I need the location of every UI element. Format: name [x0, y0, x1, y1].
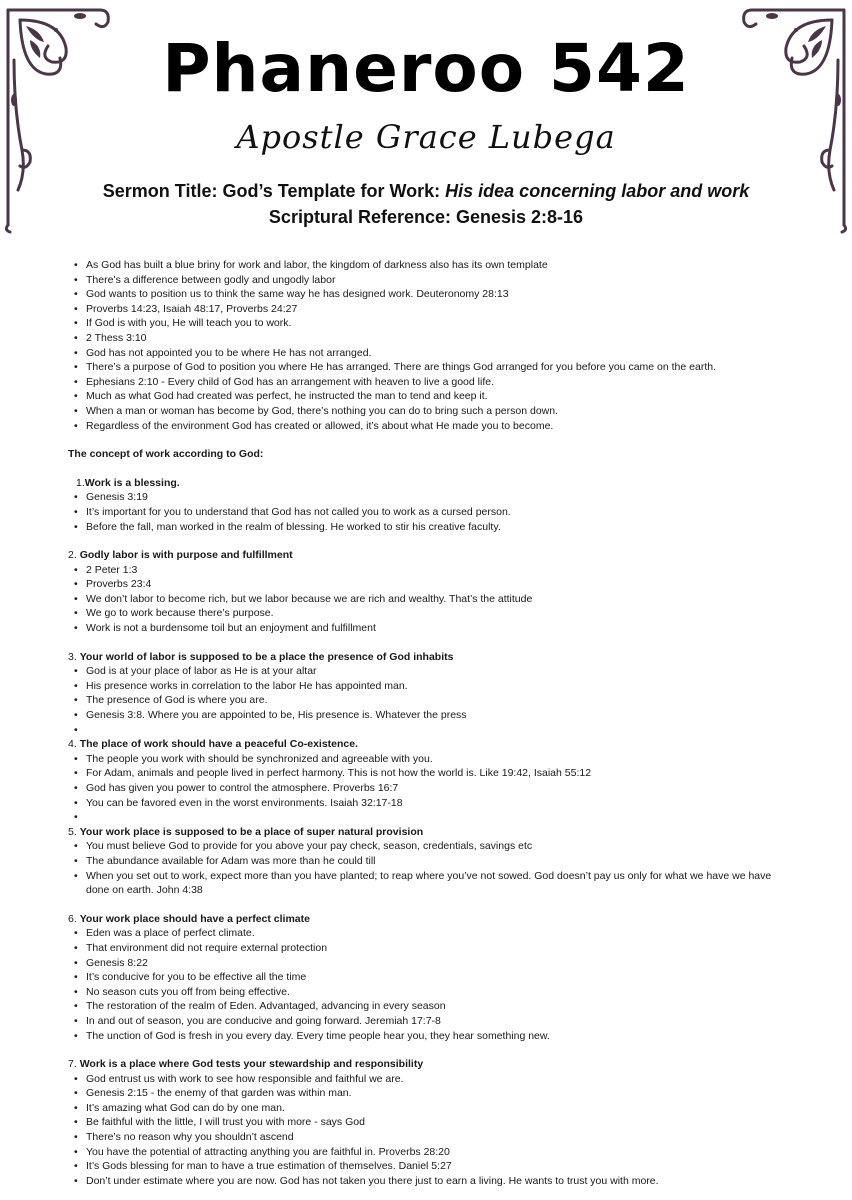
list-item: • We don’t labor to become rich, but we labor because we are rich and wealthy. That’s the attitude: [0, 592, 852, 607]
scripture-reference: Scriptural Reference: Genesis 2:8-16: [268, 207, 584, 227]
section-title: Your work place is supposed to be a place of super natural provision: [79, 825, 424, 838]
concept-heading: The concept of work according to God:: [68, 448, 264, 461]
sermon-title: [0, 181, 852, 202]
list-item: • If God is with you, He will teach you to work.: [0, 316, 852, 331]
section-heading: [0, 1057, 852, 1072]
list-item: • God wants to position us to think the same way he has designed work. Deuteronomy 28:13: [0, 287, 852, 302]
sermon-notes: [0, 258, 852, 1188]
section-title: Godly labor is with purpose and fulfillment: [79, 549, 293, 562]
section-bullet-list: [0, 490, 852, 534]
intro-bullet-list: [0, 258, 852, 433]
list-item: • When a man or woman has become by God, there’s nothing you can do to bring such a person down.: [0, 404, 852, 419]
list-item: • Genesis 3:19: [0, 490, 852, 505]
list-item: • Eden was a place of perfect climate.: [0, 926, 852, 941]
section-number: 1.: [76, 476, 85, 489]
list-item: • We go to work because there’s purpose.: [0, 606, 852, 621]
list-item: • There’s no reason why you shouldn’t ascend: [0, 1130, 852, 1145]
list-item: • 2 Peter 1:3: [0, 563, 852, 578]
list-item: • It’s amazing what God can do by one man.: [0, 1101, 852, 1116]
section-bullet-list: [0, 839, 852, 897]
list-item: • Much as what God had created was perfect, he instructed the man to tend and keep it.: [0, 389, 852, 404]
list-item: • As God has built a blue briny for work and labor, the kingdom of darkness also has its own template: [0, 258, 852, 273]
list-item: • When you set out to work, expect more than you have planted; to reap where you’ve not sowed. God doesn’t pay us only for what we have we have done on earth. John 4:38: [0, 869, 852, 898]
section-title: Work is a blessing.: [84, 476, 180, 489]
section-title: Work is a place where God tests your stewardship and responsibility: [79, 1058, 424, 1071]
section-number: 4.: [68, 738, 77, 751]
list-item: • No season cuts you off from being effective.: [0, 985, 852, 1000]
list-item: • Genesis 2:15 - the enemy of that garden was within man.: [0, 1086, 852, 1101]
list-item: • You can be favored even in the worst environments. Isaiah 32:17-18: [0, 796, 852, 811]
list-item: • That environment did not require external protection: [0, 941, 852, 956]
section-number: 7.: [68, 1058, 77, 1071]
list-item: • God has given you power to control the atmosphere. Proverbs 16:7: [0, 781, 852, 796]
section-heading: [0, 825, 852, 840]
section-title: Your work place should have a perfect climate: [79, 912, 310, 925]
author-signature: Apostle Grace Lubega: [236, 118, 616, 156]
section-heading: [0, 548, 852, 563]
list-item: • In and out of season, you are conducive and going forward. Jeremiah 17:7-8: [0, 1014, 852, 1029]
section-bullet-list: [0, 926, 852, 1043]
list-item: • You must believe God to provide for you above your pay check, season, credentials, savings etc: [0, 839, 852, 854]
list-item: • There’s a difference between godly and ungodly labor: [0, 273, 852, 288]
list-item: • Be faithful with the little, I will trust you with more - says God: [0, 1115, 852, 1130]
list-item: • God has not appointed you to be where He has not arranged.: [0, 346, 852, 361]
list-item: • Work is not a burdensome toil but an enjoyment and fulfillment: [0, 621, 852, 636]
section-heading: [0, 476, 852, 491]
list-item: • The unction of God is fresh in you every day. Every time people hear you, they hear something new.: [0, 1029, 852, 1044]
list-item: • The people you work with should be synchronized and agreeable with you.: [0, 752, 852, 767]
list-item: • Proverbs 23:4: [0, 577, 852, 592]
list-item: • The presence of God is where you are.: [0, 693, 852, 708]
section-number: 2.: [68, 549, 77, 562]
list-item: • 2 Thess 3:10: [0, 331, 852, 346]
list-item: • It’s conducive for you to be effective all the time: [0, 970, 852, 985]
section-heading: [0, 912, 852, 927]
sermon-title-label: Sermon Title: God’s Template for Work:: [102, 181, 446, 201]
section-bullet-list: [0, 1072, 852, 1189]
list-item: • God is at your place of labor as He is at your altar: [0, 664, 852, 679]
list-item: • Ephesians 2:10 - Every child of God has an arrangement with heaven to live a good life.: [0, 375, 852, 390]
list-item: • The restoration of the realm of Eden. Advantaged, advancing in every season: [0, 999, 852, 1014]
list-item: • It’s important for you to understand that God has not called you to work as a cursed person.: [0, 505, 852, 520]
list-item: • Genesis 8:22: [0, 956, 852, 971]
section-number: 5.: [68, 825, 77, 838]
section-title: Your world of labor is supposed to be a place the presence of God inhabits: [79, 650, 454, 663]
section-heading: [0, 737, 852, 752]
list-item: • Don’t under estimate where you are now. God has not taken you there just to earn a living. He wants to trust you with more.: [0, 1174, 852, 1189]
list-item: • His presence works in correlation to the labor He has appointed man.: [0, 679, 852, 694]
list-item: • There’s a purpose of God to position you where He has arranged. There are things God arranged for you before you came on the earth.: [0, 360, 852, 375]
section-bullet-list: [0, 752, 852, 825]
list-item: [0, 810, 852, 825]
section-title: The place of work should have a peaceful Co-existence.: [79, 738, 359, 751]
list-item: [0, 723, 852, 738]
section-bullet-list: [0, 664, 852, 737]
list-item: • Before the fall, man worked in the realm of blessing. He worked to stir his creative faculty.: [0, 520, 852, 535]
list-item: • Genesis 3:8. Where you are appointed to be, His presence is. Whatever the press: [0, 708, 852, 723]
list-item: • Proverbs 14:23, Isaiah 48:17, Proverbs 24:27: [0, 302, 852, 317]
list-item: • Regardless of the environment God has created or allowed, it’s about what He made you to become.: [0, 419, 852, 434]
list-item: • You have the potential of attracting anything you are faithful in. Proverbs 28:20: [0, 1145, 852, 1160]
section-number: 6.: [68, 912, 77, 925]
section-heading: [0, 650, 852, 665]
list-item: • It’s Gods blessing for man to have a true estimation of themselves. Daniel 5:27: [0, 1159, 852, 1174]
list-item: • The abundance available for Adam was more than he could till: [0, 854, 852, 869]
list-item: • God entrust us with work to see how responsible and faithful we are.: [0, 1072, 852, 1087]
section-bullet-list: [0, 563, 852, 636]
sermon-title-subtitle: His idea concerning labor and work: [445, 181, 750, 201]
list-item: • For Adam, animals and people lived in perfect harmony. This is not how the world is. Like 19:42, Isaiah 55:12: [0, 766, 852, 781]
page-title: Phaneroo 542: [162, 30, 690, 107]
section-number: 3.: [68, 650, 77, 663]
